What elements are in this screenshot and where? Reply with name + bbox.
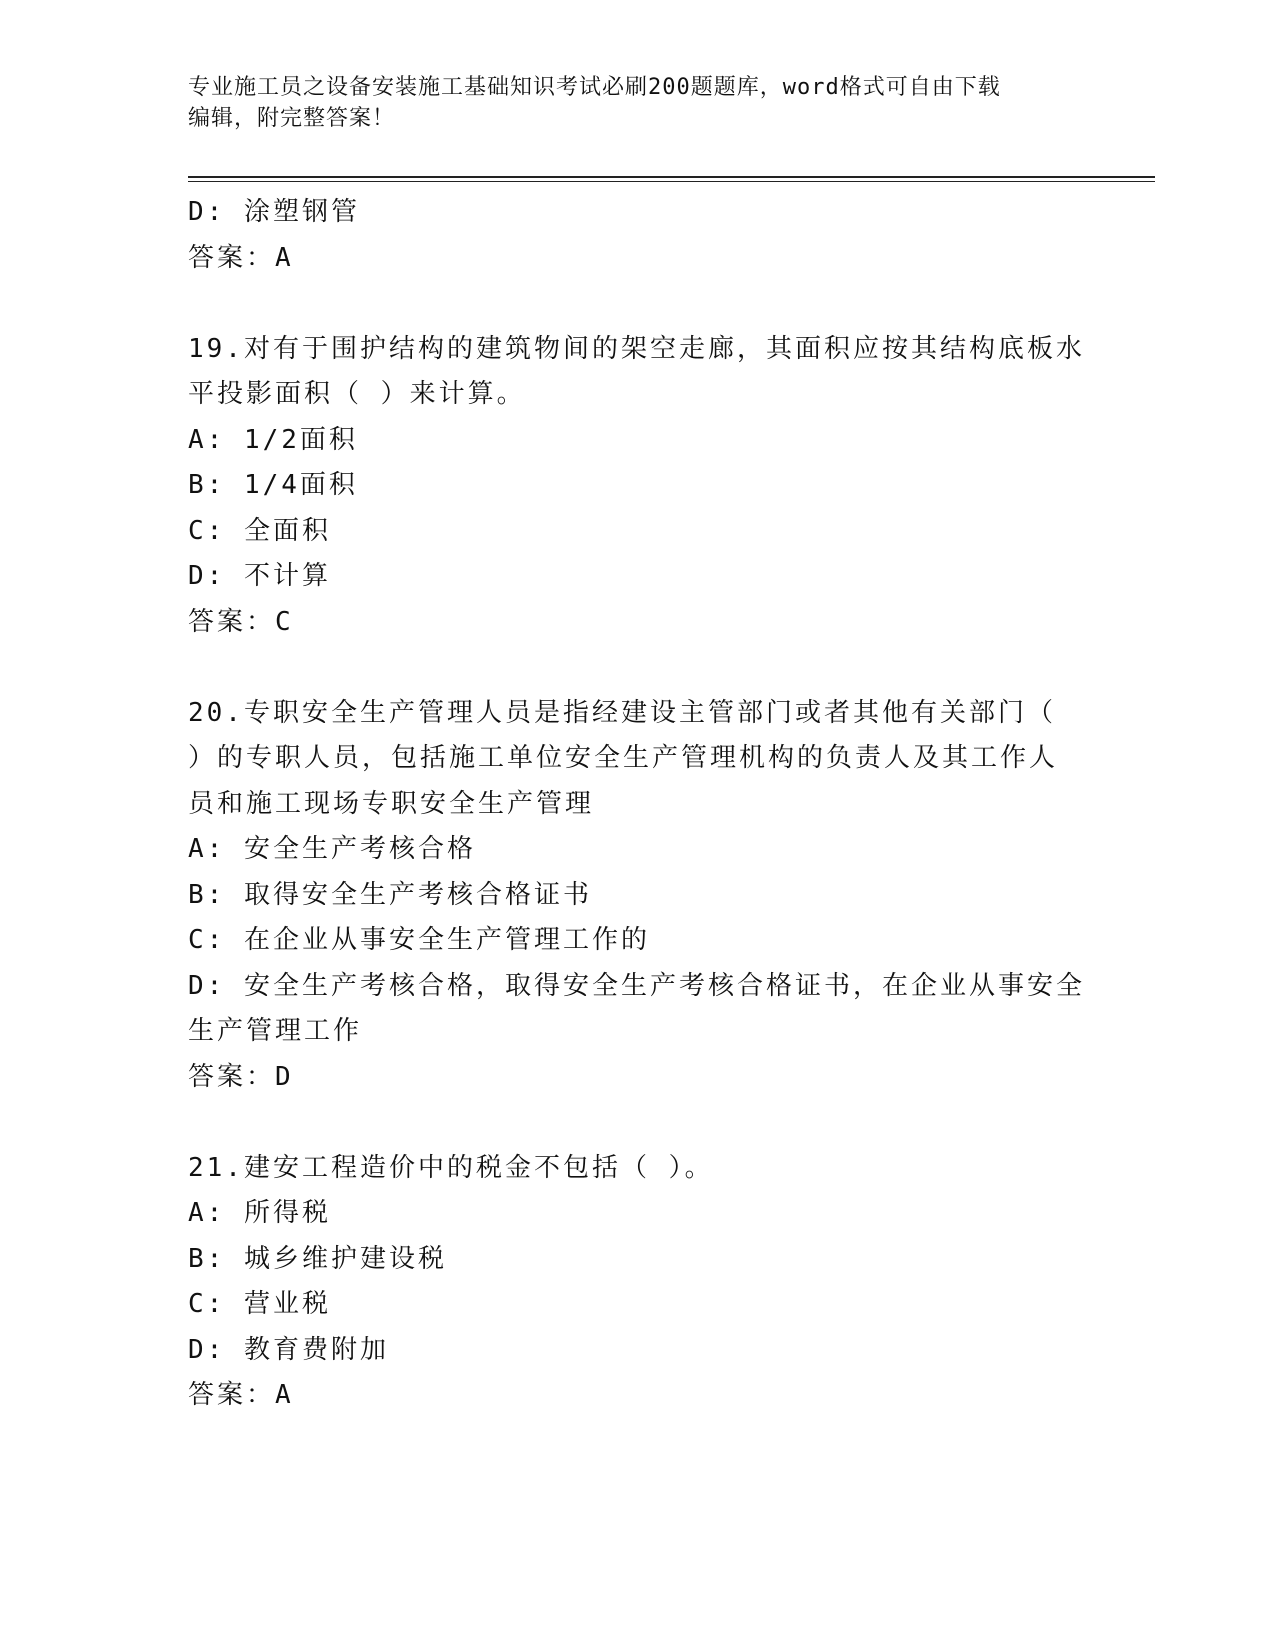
header-title-line-1: 专业施工员之设备安装施工基础知识考试必刷200题题库，word格式可自由下载 <box>188 75 1001 100</box>
option-d: D: 安全生产考核合格，取得安全生产考核合格证书，在企业从事安全 <box>188 970 1085 1001</box>
option-a: A: 所得税 <box>188 1198 331 1228</box>
option-c: C: 营业税 <box>188 1289 331 1319</box>
option-b: B: 1/4面积 <box>188 470 358 500</box>
option-d: D: 涂塑钢管 <box>188 197 360 227</box>
question-block <box>188 691 1088 1101</box>
question-text: 19.对有于围护结构的建筑物间的架空走廊，其面积应按其结构底板水 <box>188 333 1085 364</box>
question-text: 20.专职安全生产管理人员是指经建设主管部门或者其他有关部门（ <box>188 697 1056 728</box>
spacer <box>188 645 1088 691</box>
answer-line: 答案：A <box>188 1380 294 1410</box>
header-title-line-2: 编辑，附完整答案！ <box>188 106 396 131</box>
question-text: 员和施工现场专职安全生产管理 <box>188 788 595 819</box>
question-block <box>188 1146 1088 1419</box>
option-b: B: 城乡维护建设税 <box>188 1243 447 1274</box>
document-body <box>188 190 1088 1419</box>
option-d-continued: 生产管理工作 <box>188 1016 363 1046</box>
header-divider-thin <box>188 181 1155 182</box>
option-c: C: 全面积 <box>188 515 331 546</box>
spacer <box>188 1100 1088 1146</box>
option-b: B: 取得安全生产考核合格证书 <box>188 879 592 910</box>
question-text: 平投影面积（ ）来计算。 <box>188 379 526 409</box>
answer-line: 答案：D <box>188 1061 294 1092</box>
answer-line: 答案：A <box>188 242 294 273</box>
option-d: D: 教育费附加 <box>188 1334 389 1365</box>
option-a: A: 1/2面积 <box>188 424 358 455</box>
option-c: C: 在企业从事安全生产管理工作的 <box>188 925 650 955</box>
option-d: D: 不计算 <box>188 561 331 591</box>
header-divider-thick <box>188 176 1155 178</box>
question-block <box>188 327 1088 646</box>
question-text: 21.建安工程造价中的税金不包括（ ）。 <box>188 1152 714 1183</box>
question-text: ）的专职人员，包括施工单位安全生产管理机构的负责人及其工作人 <box>188 743 1059 773</box>
spacer <box>188 281 1088 327</box>
answer-line: 答案：C <box>188 606 294 637</box>
document-header <box>188 72 1088 134</box>
option-a: A: 安全生产考核合格 <box>188 834 476 864</box>
